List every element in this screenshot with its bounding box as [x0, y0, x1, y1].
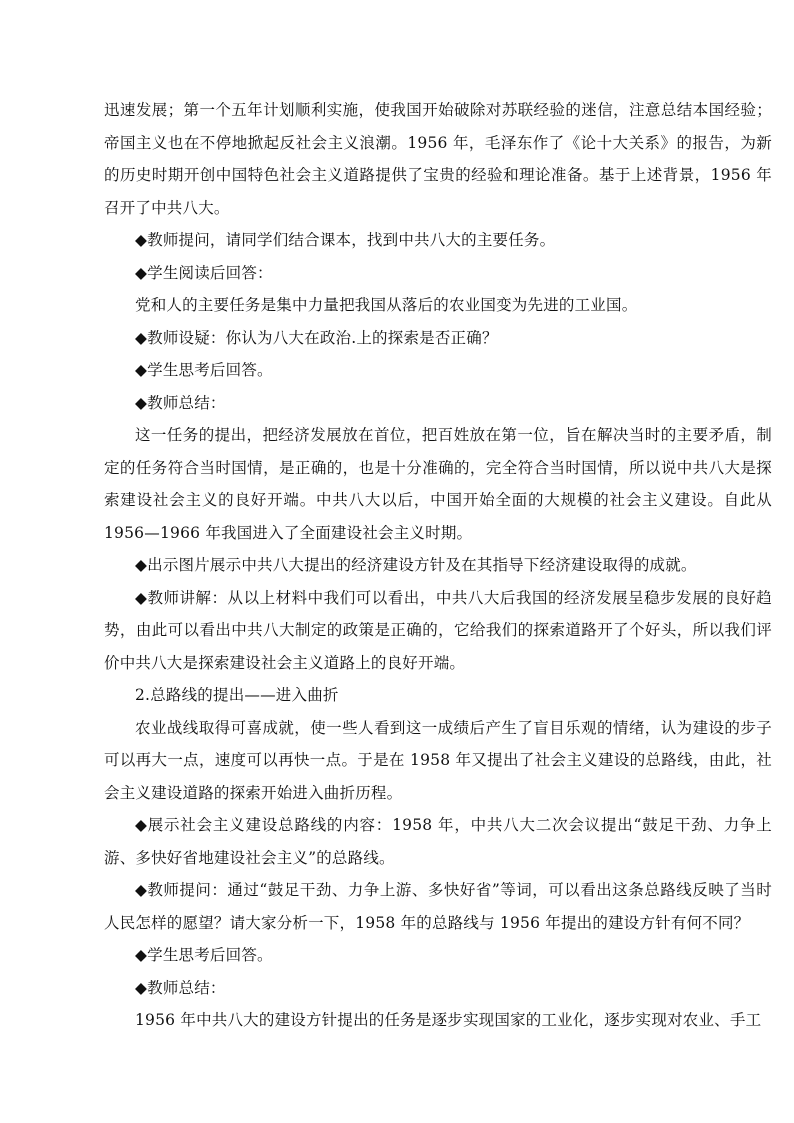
paragraph-teacher-doubt: ◆教师设疑：你认为八大在政治.上的探索是否正确？	[135, 328, 498, 347]
paragraph-summary-content: 这一任务的提出，把经济发展放在首位，把百姓放在第一位，旨在解决当时的主要矛盾，制定的任务符合当时国情，是正确的，也是十分准确的，完全符合当时国情，所以说中共八大是探索建设社会主义的良好开端。中共八大以后，中国开始全面的大规模的社会主义建设。自此从 1956—1966 年我国进入了全面建设社会主义时期。	[104, 426, 772, 542]
paragraph-teacher-explain: ◆教师讲解：从以上材料中我们可以看出，中共八大后我国的经济发展呈稳步发展的良好趋势，由此可以看出中共八大制定的政策是正确的，它给我们的探索道路开了个好头，所以我们评价中共八大是探索建设社会主义道路上的良好开端。	[104, 588, 772, 672]
paragraph-1956-policy: 1956 年中共八大的建设方针提出的任务是逐步实现国家的工业化，逐步实现对农业、手工	[135, 1011, 762, 1029]
section-heading-general-line: 2.总路线的提出——进入曲折	[135, 686, 339, 704]
paragraph-student-think-answer-2: ◆学生思考后回答。	[135, 946, 273, 964]
paragraph-teacher-question-task: ◆教师提问，请同学们结合课本，找到中共八大的主要任务。	[135, 231, 556, 249]
paragraph-show-pictures: ◆出示图片展示中共八大提出的经济建设方针及在其指导下经济建设取得的成就。	[135, 556, 697, 574]
paragraph-student-think-answer: ◆学生思考后回答。	[135, 361, 273, 379]
paragraph-teacher-question-general-line: ◆教师提问：通过“鼓足干劲、力争上游、多快好省”等词，可以看出这条总路线反映了当时人民怎样的愿望？请大家分析一下，1958 年的总路线与 1956 年提出的建设方针有何不同？	[104, 881, 772, 932]
paragraph-agriculture-achievement: 农业战线取得可喜成就，使一些人看到这一成绩后产生了盲目乐观的情绪，认为建设的步子可以再大一点，速度可以再快一点。于是在 1958 年又提出了社会主义建设的总路线，由此，社会主义建设道路的探索开始进入曲折历程。	[104, 718, 772, 802]
document-body	[104, 94, 772, 1037]
paragraph-general-line-content: ◆展示社会主义建设总路线的内容：1958 年，中共八大二次会议提出“鼓足干劲、力争上游、多快好省地建设社会主义”的总路线。	[104, 816, 772, 867]
paragraph-student-read-answer: ◆学生阅读后回答：	[135, 263, 273, 282]
paragraph-main-task: 党和人的主要任务是集中力量把我国从落后的农业国变为先进的工业国。	[135, 296, 638, 314]
paragraph-teacher-summary-label: ◆教师总结：	[135, 393, 226, 412]
paragraph-teacher-summary-label-2: ◆教师总结：	[135, 978, 226, 997]
paragraph-background: 迅速发展；第一个五年计划顺利实施，使我国开始破除对苏联经验的迷信，注意总结本国经验；帝国主义也在不停地掀起反社会主义浪潮。1956 年，毛泽东作了《论十大关系》的报告，为新的历史时期开创中国特色社会主义道路提供了宝贵的经验和理论准备。基于上述背景，1956 年召开了中共八大。	[104, 101, 772, 217]
